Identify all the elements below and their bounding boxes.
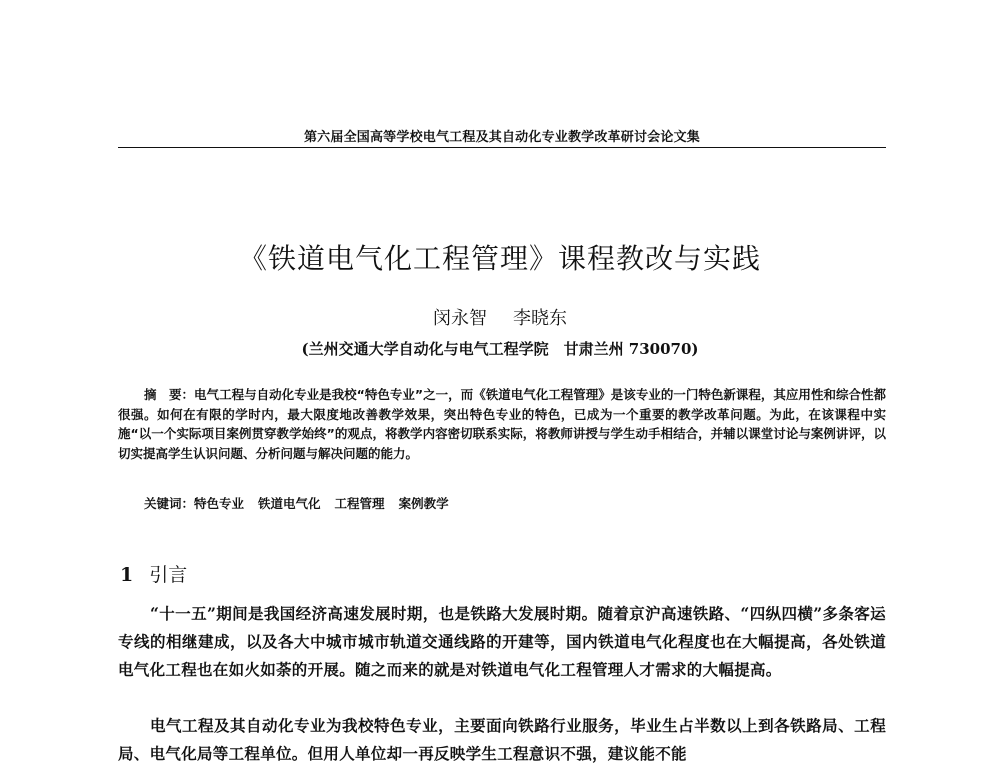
keyword: 铁道电气化 xyxy=(258,496,321,511)
author-list xyxy=(0,304,1000,330)
section-title: 引言 xyxy=(149,564,188,586)
keyword: 案例教学 xyxy=(398,496,449,511)
body-paragraph: 电气工程及其自动化专业为我校特色专业，主要面向铁路行业服务，毕业生占半数以上到各铁路局、工程局、电气化局等工程单位。但用人单位却一再反映学生工程意识不强，建议能不能 xyxy=(118,716,886,763)
keyword: 特色专业 xyxy=(194,496,245,511)
section-heading xyxy=(120,560,187,587)
abstract xyxy=(118,385,886,463)
running-header: 第六届全国高等学校电气工程及其自动化专业教学改革研讨会论文集 xyxy=(303,130,700,145)
abstract-text: 电气工程与自动化专业是我校“特色专业”之一，而《铁道电气化工程管理》是该专业的一门特色新课程，其应用性和综合性都很强。如何在有限的学时内，最大限度地改善教学效果，突出特色专业的特色，已成为一个重要的教学改革问题。为此，在该课程中实施“以一个实际项目案例贯穿教学始终”的观点，将教学内容密切联系实际，将教师讲授与学生动手相结合，并辅以课堂讨论与案例讲评，以切实提高学生认识问题、分析问题与解决问题的能力。 xyxy=(118,387,886,461)
header-rule xyxy=(118,147,886,148)
author-name: 李晓东 xyxy=(513,308,567,329)
keyword: 工程管理 xyxy=(334,496,385,511)
abstract-label: 摘 要： xyxy=(144,387,195,402)
body-paragraph: “十一五”期间是我国经济高速发展时期，也是铁路大发展时期。随着京沪高速铁路、“四纵四横”多条客运专线的相继建成，以及各大中城市城市轨道交通线路的开建等，国内铁道电气化程度也在大幅提高，各处铁道电气化工程也在如火如荼的开展。随之而来的就是对铁道电气化工程管理人才需求的大幅提高。 xyxy=(118,604,886,679)
keywords-label: 关键词： xyxy=(144,496,195,511)
affiliation: (兰州交通大学自动化与电气工程学院 甘肃兰州 730070) xyxy=(301,340,699,358)
section-number: 1 xyxy=(120,564,134,586)
author-name: 闵永智 xyxy=(433,308,487,329)
paper-title: 《铁道电气化工程管理》课程教改与实践 xyxy=(238,242,761,275)
keywords xyxy=(144,494,884,512)
